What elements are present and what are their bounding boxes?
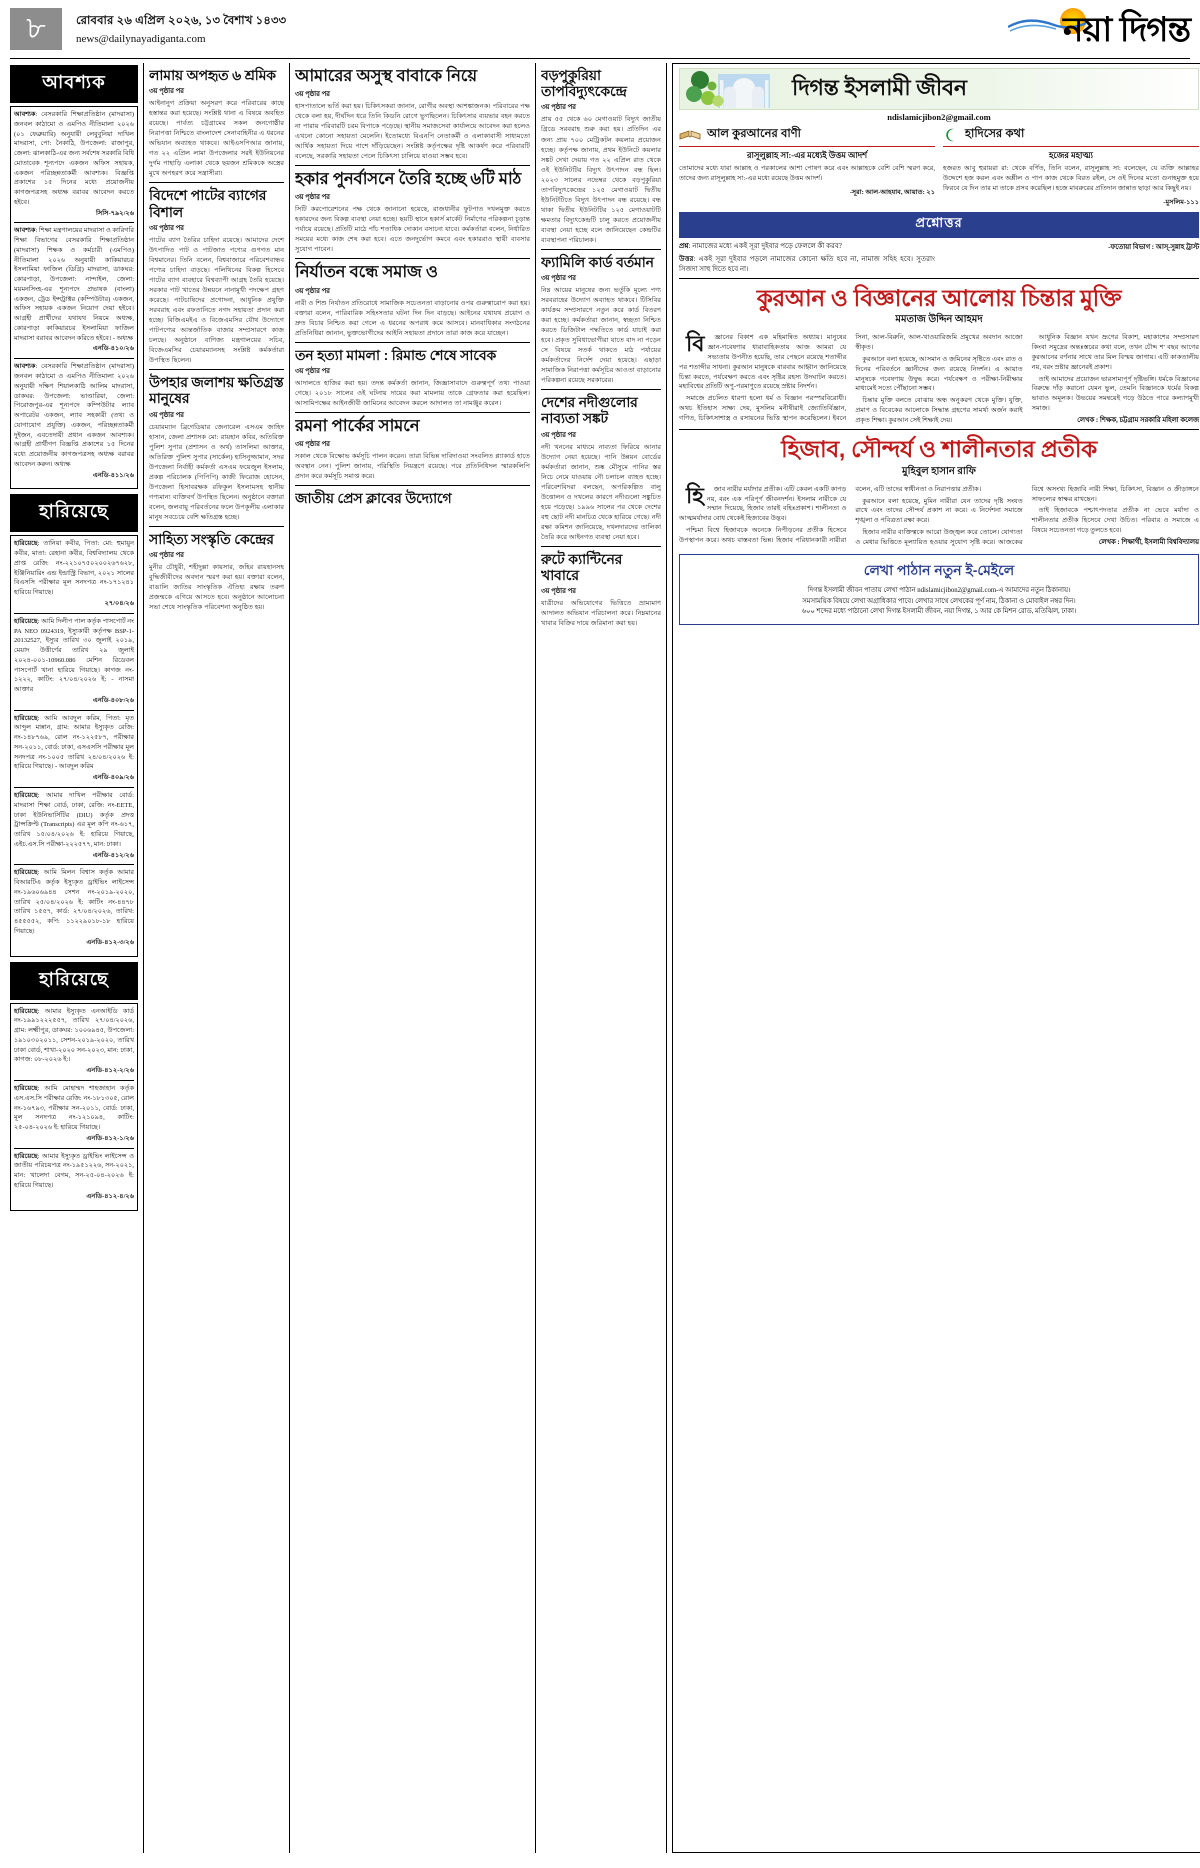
ad-item [14, 714, 134, 783]
feature-2-para: তাই হিজাবকে পশ্চাৎপদতার প্রতীক না ভেবে মর্যাদা ও শালীনতার প্রতীক হিসেবে দেখা উচিত। পরিবার ও সমাজে এ বিষয়ে সচেতনতা গড়ে তুলতে হবে। [1031, 507, 1199, 535]
continuation-note: ৩য় পৃষ্ঠার পর [295, 441, 330, 449]
qa-section-header: প্রশ্নোত্তর [679, 212, 1199, 238]
islamic-section-frame [672, 63, 1200, 1853]
ad-code: এনডি-৪১২-২/২৬ [86, 1067, 134, 1075]
ad-code: এনডি-৪১২-৪/২৬ [86, 1192, 134, 1200]
masthead-meta [76, 8, 286, 45]
mosque-illustration [686, 70, 782, 108]
feature-2-author: মুহিবুল হাসান রাফি [902, 465, 976, 477]
article-headline: বিদেশে পাটের ব্যাগের বিশাল [149, 187, 267, 220]
quran-hadith-row [679, 125, 1199, 208]
article-body: প্রায় ৫৫ থেকে ৬০ মেগাওয়াট বিদ্যুৎ জাতীয় গ্রিডে সরবরাহ শুরু করা হয়। প্রতিদিন এর জন্য প্রায় ৭০০ মেট্রিকটন কয়লার প্রয়োজন হচ্ছে। কর্তৃপক্ষ জানায়, প্রথম ইউনিটে কয়লার সঙ্কট দেখা দেয়ায় গত ২২ এপ্রিল রাত থেকে ওই ইউনিটটির বিদ্যুৎ উৎপাদন বন্ধ ছিল। ২০২৩ সালের নভেম্বর থেকে বড়পুকুরিয়া তাপবিদ্যুৎকেন্দ্রের ১২৫ মেগাওয়াট দ্বিতীয় ইউনিটটিতে বিদ্যুৎ উৎপাদন বন্ধ রয়েছে। বন্ধ থাকা দ্বিতীয় ইউনিটটির ১২৫ মেগাওয়াটটি ক্ষমতার বিদ্যুৎকেন্দ্রটি চালু করতে প্রয়োজনীয় ব্যবস্থা নেয়া হচ্ছে বলে জানিয়েছেন কেন্দ্রটির ব্যবস্থাপনা পরিচালক। [541, 116, 661, 244]
article-divider [541, 249, 661, 250]
islamic-section-email: ndislamicjibon2@gmail.com [887, 112, 991, 122]
article-body: নারী ও শিশু নির্যাতন প্রতিরোধে সামাজিক সচেতনতা বাড়ানোর ওপর গুরুত্বারোপ করা হয়। বক্তারা বলেন, পারিবারিক সহিংসতার ঘটনা দিন দিন বাড়ছে। আইনের যথাযথ প্রয়োগ ও দ্রুত বিচার নিশ্চিত করা গেলে এ ধরনের অপরাধ কমে আসবে। মানবাধিকার সংগঠনের প্রতিনিধিরা জানান, ভুক্তভোগীদের আইনি সহায়তা প্রদানে তারা কাজ করে যাচ্ছেন। [295, 299, 530, 337]
article [541, 394, 661, 543]
column-classifieds [10, 63, 138, 1853]
lost-ads-box-2 [10, 1003, 138, 1211]
ad-text: : বেসরকারি শিক্ষাপ্রতিষ্ঠান (মাদরাসা) জনবল কাঠামো ও এমপিও নীতিমালা ২০২৬ অনুযায়ী দক্ষিণ শিয়ালকাঠি আলিম মাদরাসা, ডাকঘর: উপজেলা: ভাণ্ডারিয়া, জেলা: পিরোজপুর-এর শূন্যপদে কম্পিউটার ল্যাব অপারেটর একজন, ল্যাব সহকারী (তথ্য ও যোগাযোগ প্রযুক্তি) একজন, পরিচ্ছন্নতাকর্মী দুইজন, এবতেদায়ী প্রধান একজন আবশ্যক। আগ্রহী প্রার্থীগণ বিজ্ঞপ্তি প্রকাশের ১৫ দিনের মধ্যে প্রয়োজনীয় কাগজপত্রসহ অধ্যক্ষ বরাবর আবেদন করুন। অধ্যক্ষ [14, 363, 134, 468]
continuation-note: ৩য় পৃষ্ঠার পর [541, 104, 576, 112]
article-body: নদী খননের মাধ্যমে নাব্যতা ফিরিয়ে আনার উদ্যোগ নেয়া হয়েছে। পানি উন্নয়ন বোর্ডের কর্মকর্তারা জানান, শুষ্ক মৌসুমে পানির স্তর নিচে নেমে যাওয়ায় নৌ চলাচল ব্যাহত হচ্ছে। পরিবেশবিদরা বলছেন, অপরিকল্পিত বালু উত্তোলন ও দখলের কারণে নদীগুলো সঙ্কুচিত হয়ে পড়েছে। ১৯৯৬ সালের পর থেকে দেশের বহু ছোট নদী মানচিত্র থেকে হারিয়ে গেছে। নদী রক্ষা কমিশন জানিয়েছে, দখলদারদের তালিকা তৈরি করে আইনগত ব্যবস্থা নেয়া হবে। [541, 443, 661, 541]
ad-label: হারিয়েছে [14, 869, 38, 877]
red-divider [679, 146, 935, 147]
red-divider [943, 146, 1199, 147]
ad-item [14, 1007, 134, 1076]
feature-1-title: কুরআন ও বিজ্ঞানের আলোয় চিন্তার মুক্তি [756, 284, 1122, 311]
article-body: হাসপাতালে ভর্তি করা হয়। চিকিৎসকরা জানান, রোগীর অবস্থা আশঙ্কাজনক। পরিবারের পক্ষ থেকে বলা হয়, দীর্ঘদিন ধরে তিনি কিডনি রোগে ভুগছিলেন। চিকিৎসার ব্যয়ভার বহন করতে না পারায় পরিবারটি চরম বিপাকে পড়েছে। স্থানীয় সমাজসেবা কার্যালয়ে আবেদন করা হলেও এখনো কোনো সহায়তা মেলেনি। ইতোমধ্যে বিএনপি নেতাকর্মী ও এলাকাবাসী সাধ্যমতো আর্থিক সহায়তা দিয়ে পাশে দাঁড়িয়েছেন। সংশ্লিষ্ট কর্তৃপক্ষের দৃষ্টি আকর্ষণ করে পরিবারটি বলেছে, সরকারি সহায়তা পেলে চিকিৎসা চালিয়ে যাওয়া সম্ভব হবে। [295, 103, 530, 161]
quran-lead: রাসূলুল্লাহ সা:-এর মধ্যেই উত্তম আদর্শ [746, 151, 868, 160]
qa-question-label: প্রশ্ন [679, 242, 689, 251]
ad-code: এনডি-৪১২/২৬ [92, 851, 134, 859]
column-divider [666, 63, 667, 1853]
feature-article-2 [679, 436, 1199, 548]
ad-code: এনডি-৪১০/২৬ [92, 345, 134, 353]
quran-block [679, 125, 935, 208]
section-header-lost: হারিয়েছে [10, 494, 138, 532]
article [541, 551, 661, 630]
ad-item [14, 362, 134, 480]
ad-item [14, 791, 134, 860]
ad-code: এনডি-৪১২-৩/২৬ [86, 938, 134, 946]
article-body: আইনানুগ প্রক্রিয়া অনুসরণ করে পরিবারের কাছে হস্তান্তর করা হয়েছে। সংশ্লিষ্ট থানা এ বিষয়ে অবহিত রয়েছে। পার্বত্য চট্টগ্রামের সকল জনগোষ্ঠীর নিরাপত্তা নিশ্চিতে বাংলাদেশ সেনাবাহিনীর এ ধরনের অভিযান অব্যাহত থাকবে। আইএসপিআর জানায়, গত ২২ এপ্রিল লামা উপজেলার সরই ইউনিয়নের দুর্গম পাহাড়ি এলাকা থেকে ছয়জন শ্রমিককে অস্ত্রের মুখে অপহরণ করে সন্ত্রাসীরা। [149, 100, 284, 178]
qa-question-block [679, 241, 935, 275]
article [541, 67, 661, 246]
feature-1-para: বিজ্ঞানের বিকাশ এক মহিমান্বিত অধ্যায়। মানুষের জ্ঞান-গবেষণার ধারাবাহিকতায় আজ আমরা যে সভ্যতায় উপনীত হয়েছি, তার পেছনে রয়েছে শতাব্দীর পর শতাব্দীর সাধনা। কুরআন মানুষকে বারবার আহ্বান জানিয়েছে চিন্তা করতে, পর্যবেক্ষণ করতে এবং সৃষ্টির রহস্য উদঘাটন করতে। মহাবিশ্বের প্রতিটি অণু-পরমাণুতে রয়েছে স্রষ্টার নিদর্শন। [679, 330, 847, 391]
quran-subheader [679, 125, 935, 144]
article-body: আদালতে হাজির করা হয়। তদন্ত কর্মকর্তা জানান, জিজ্ঞাসাবাদে গুরুত্বপূর্ণ তথ্য পাওয়া গেছে। ২০১৮ সালের ওই ঘটনায় দায়ের করা মামলায় তাকে গ্রেফতার করা হয়েছিল। আসামিপক্ষের আইনজীবী জামিনের আবেদন করলে আদালত তা নামঞ্জুর করেন। [295, 379, 530, 407]
article-headline: নির্যাতন বন্ধে সমাজ ও [295, 263, 438, 282]
article [149, 67, 284, 179]
submission-footer-title: লেখা পাঠান নতুন ই-মেইলে [863, 562, 1015, 579]
ad-label: হারিয়েছে [14, 540, 38, 548]
crescent-moon-icon [943, 128, 959, 142]
feature-2-para: হিজাব নারীর ব্যক্তিত্বকে আরো উজ্জ্বল করে তোলে। যোগ্যতা ও মেধার ভিত্তিতে মূল্যায়িত হওয়ার সুযোগ সৃষ্টি করে। আজকের বিশ্বে অসংখ্য হিজাবি নারী শিক্ষা, চিকিৎসা, বিজ্ঞান ও ক্রীড়াঙ্গনে সাফল্যের স্বাক্ষর রাখছেন। [855, 485, 1199, 547]
masthead-divider [10, 58, 1190, 59]
article [295, 263, 530, 338]
ad-item [14, 617, 134, 706]
islamic-section-title: দিগন্ত ইসলামী জীবন [792, 74, 967, 100]
article [295, 417, 530, 482]
qa-answer-label: উত্তর [679, 254, 694, 263]
ad-code: ২৭/০৪/২৬ [104, 599, 134, 607]
logo-text: নয়া দিগন্ত [1063, 11, 1190, 49]
feature-article-1 [679, 285, 1199, 427]
article [295, 170, 530, 255]
article-divider [149, 369, 284, 370]
ad-label: হারিয়েছে [14, 1152, 38, 1160]
submission-footer-line: দিগন্ত ইসলামী জীবন পাতায় লেখা পাঠান ndislamicjibon2@gmail.com-এ আমাদের নতুন ঠিকানায়। [807, 587, 1071, 595]
continuation-note: ৩য় পৃষ্ঠার পর [295, 194, 330, 202]
article-headline: জাতীয় প্রেস ক্লাবের উদ্যোগে [295, 490, 452, 507]
article-divider [541, 389, 661, 390]
continuation-note: ৩য় পৃষ্ঠার পর [541, 431, 576, 439]
ad-item [14, 226, 134, 354]
ad-divider [14, 1148, 134, 1149]
ad-item [14, 1152, 134, 1202]
article-divider [295, 258, 530, 259]
article-body: যাত্রীদের অভিযোগের ভিত্তিতে ভ্রাম্যমাণ আদালত অভিযান পরিচালনা করে। নিম্নমানের খাবার বিক্রির দায়ে জরিমানা করা হয়। [541, 600, 661, 628]
newspaper-logo [1063, 8, 1190, 52]
article-headline: রুটে ক্যান্টিনের খাবারে [541, 550, 623, 583]
continuation-note: ৩য় পৃষ্ঠার পর [149, 88, 184, 96]
article-headline: বড়পুকুরিয়া তাপবিদ্যুৎকেন্দ্রে [541, 67, 627, 100]
hadith-subheader [943, 125, 1199, 144]
ad-text: : আমি দিলীপ পাল কর্তৃক পাসপোর্ট নং PA NEO 0924319, ইস্যুকারী কর্তৃপক্ষ BSP-1-20132527, ইস্যুর তারিখ ৩০ জুলাই ২০১৯, মেয়াদ উত্তীর্ণের তারিখ ২৯ জুলাই ২০২৪-০০১-10960.086 মেশিন রিডেবল পাসপোর্ট খানা হারিয়ে গিয়াছে। কাগজ নং- ১২২২, কাটিং: ২৭/০৪/২০২৬ ই: - নাসমা আক্তার [14, 617, 134, 694]
column-news-2 [149, 63, 284, 1853]
ad-divider [14, 222, 134, 223]
submission-footer-line: সমসাময়িক বিষয়ে লেখা অগ্রাধিকার পাবে। লেখার সাথে লেখকের পূর্ণ নাম, ঠিকানা ও মোবাইল নম্বর দিন। [802, 597, 1076, 605]
continuation-note: ৩য় পৃষ্ঠার পর [295, 91, 330, 99]
hadith-lead: হজের মহাত্ম্য [1049, 151, 1093, 160]
section-header-lost-2: হারিয়েছে [10, 962, 138, 1000]
open-book-icon [679, 128, 701, 142]
ad-item [14, 110, 134, 218]
feature-1-author: মমতাজ উদ্দিন আহমদ [895, 313, 983, 325]
ad-text: : আমি মোহাম্মদ শাহজাহান কর্তৃক এস.এস.সি পরীক্ষার রেজি: নং-১৮১৩০৫, রোল নং-১৬৭৯৩, পরীক্ষার সন-২০১১, বোর্ড: ঢাকা, মূল সনদপত্র নং-১২১০৯৪, কাটিং: ২৫-০৪-২০২৬ ই: হারিয়ে গিয়াছে। [14, 1085, 134, 1132]
article-headline: তন হত্যা মামলা : রিমান্ড শেষে সাবেক [295, 346, 497, 363]
feature-2-title: হিজাব, সৌন্দর্য ও শালীনতার প্রতীক [781, 436, 1097, 463]
article [295, 490, 530, 506]
quran-subheader-label: আল কুরআনের বাণী [707, 128, 801, 140]
lost-ads-box [10, 535, 138, 956]
feature-1-para: আধুনিক বিজ্ঞান যখন ভ্রূণের বিকাশ, মহাকাশের সম্প্রসারণ কিংবা সমুদ্রের অন্তঃস্তরের কথা বলে, তখন চৌদ্দ শ' বছর আগের কুরআনের বর্ণনার সাথে তার মিল বিস্ময় জাগায়। এটি কাকতালীয় নয়, বরং স্রষ্টার জ্ঞানেরই প্রকাশ। [1031, 333, 1199, 371]
ad-code: এনডি-৪১১/২৬ [92, 471, 134, 479]
submission-footer-box [679, 554, 1199, 625]
continuation-note: ৩য় পৃষ্ঠার পর [149, 551, 184, 559]
qa-row [679, 241, 1199, 275]
article [149, 187, 284, 366]
feature-1-para: সমাজে প্রচলিত ধারণা হলো ধর্ম ও বিজ্ঞান পরস্পরবিরোধী। অথচ ইতিহাস সাক্ষ্য দেয়, মুসলিম মনীষীরাই জ্যোতির্বিজ্ঞান, গণিত, চিকিৎসাশাস্ত্র ও রসায়নের ভিত্তি স্থাপন করেছিলেন। ইবনে সিনা, আল-বিরুনি, আল-খাওয়ারিজমি প্রমুখের অবদান আজো স্বীকৃত। [679, 333, 1023, 423]
hadith-block [943, 125, 1199, 208]
article-body: মুনীর চৌধুরী, শহীদুল্লা কায়সার, জহির রায়হানসহ বুদ্ধিজীবীদের অবদান স্মরণ করা হয়। বক্তারা বলেন, বাঙালি জাতির সাংস্কৃতিক ঐতিহ্য রক্ষায় তরুণ প্রজন্মকে এগিয়ে আসতে হবে। অনুষ্ঠানে আলোচনা সভা শেষে সাংস্কৃতিক পরিবেশনা অনুষ্ঠিত হয়। [149, 563, 284, 611]
qa-answer-text: : একই সূরা দুইবার পড়লে নামাজের কোনো ক্ষতি হবে না, নামাজ সহিহ হবে। সুতরাং সিজদা সাহু দিতে হবে না। [679, 254, 935, 274]
ad-divider [14, 1080, 134, 1081]
continuation-note: ৩য় পৃষ্ঠার পর [541, 274, 576, 282]
ad-label: আবশ্যক [14, 363, 36, 371]
continuation-note: ৩য় পৃষ্ঠার পর [295, 287, 330, 295]
ad-item [14, 868, 134, 947]
hadith-source: -মুসলিম-১১১ [1163, 199, 1199, 207]
feature-2-para: হিজাব নারীর মর্যাদার প্রতীক। এটি কেবল একটি কাপড় নয়, বরং এক পরিপূর্ণ জীবনদর্শন। ইসলাম নারীকে যে সম্মান দিয়েছে, হিজাব তারই বহিঃপ্রকাশ। শালীনতা ও আত্মমর্যাদার বোধ থেকেই হিজাবের উদ্ভব। [679, 482, 847, 523]
ad-label: হারিয়েছে [14, 617, 38, 625]
ad-code: এনডি-৪০৮/২৬ [92, 696, 134, 704]
feature-1-body [679, 330, 1199, 426]
submission-footer-line: ৬০০ শব্দের মধ্যে পাঠানো লেখা দিগন্ত ইসলামী জীবন, নয়া দিগন্ত, ১ আর কে মিশন রোড, মতিঝিল, ঢাকা। [801, 608, 1077, 616]
article-divider [295, 485, 530, 486]
ad-text: : তানিয়া কবীর, পিতা: মো: হুমায়ুন কবীর, মাতা: রেহানা কবীর, বিশ্ববিদ্যালয় থেকে প্রাপ্ত রেজি: নং-২২১০৭৫০২০০২৬৭৬২৮, ইঞ্জিনিয়ারিং এন্ড ইন্ডাস্ট্রি বিভাগ, ২০২১ সালের বিএসসি পরীক্ষার মূল সনদপত্র নং-১৭১২৪১ হারিয়ে গিয়াছে। [14, 540, 134, 597]
article-divider [149, 182, 284, 183]
ad-divider [14, 864, 134, 865]
ad-code: সিসি-৭৯২/২৬ [96, 209, 134, 217]
article-body: নিম্ন আয়ের মানুষের জন্য ভর্তুকি মূল্যে পণ্য সরবরাহের উদ্যোগ অব্যাহত থাকবে। টিসিবির কার্যক্রম সম্প্রসারণে নতুন করে কার্ড বিতরণ করা হচ্ছে। কর্মকর্তারা জানান, স্বচ্ছতা নিশ্চিত করতে ডিজিটাল পদ্ধতিতে কার্ড যাচাই করা হবে। প্রকৃত সুবিধাভোগীরা যাতে বাদ না পড়েন সে বিষয়ে সতর্ক থাকতে মাঠ পর্যায়ের কর্মকর্তাদের নির্দেশ দেয়া হয়েছে। এছাড়া সামাজিক নিরাপত্তা কর্মসূচির আওতা বাড়ানোর পরিকল্পনা রয়েছে সরকারের। [541, 286, 661, 385]
article [295, 347, 530, 409]
newsroom-email: news@dailynayadiganta.com [76, 33, 206, 45]
feature-1-para: কুরআনে বলা হয়েছে, আসমান ও জমিনের সৃষ্টিতে এবং রাত ও দিনের পরিবর্তনে জ্ঞানীদের জন্য রয়েছে নিদর্শন। এ আয়াত মানুষকে গবেষণায় উদ্বুদ্ধ করে। পর্যবেক্ষণ ও পরীক্ষা-নিরীক্ষার মাধ্যমেই সত্যে পৌঁছানো সম্ভব। [855, 355, 1023, 393]
ad-text: : আমার ইস্যুকৃত এনআইডি কার্ড নং-১৯৯১২২২৫৫৭, তারিখ ২৭/০৪/২০২৬, গ্রাম: লক্ষ্মীপুর, ডাকঘর: ১০০৬৯৪৫, উপজেলা: ১৯১০৩০২০১১, সেশন-২০১৯-২০২০, তারিখ ঢাকা বোর্ড, শাখা-২০২০ সন-২০২৩, মান: ঢাকা, কাগজ: ০৮-২০২৬ ই:। [14, 1007, 134, 1064]
required-ads-box [10, 106, 138, 489]
ad-label: আবশ্যক [14, 111, 36, 118]
ad-item [14, 1084, 134, 1144]
continuation-note: ৩য় পৃষ্ঠার পর [149, 411, 184, 419]
qa-source-block [943, 241, 1199, 275]
continuation-note: ৩য় পৃষ্ঠার পর [295, 367, 330, 375]
column-divider [535, 63, 536, 1853]
feature-2-signature: লেখক : শিক্ষার্থী, ইসলামী বিশ্ববিদ্যালয় [1098, 539, 1199, 547]
article-headline: ফ্যামিলি কার্ড বর্তমান [541, 253, 654, 270]
article-headline: দেশের নদীগুলোর নাব্যতা সঙ্কট [541, 394, 638, 427]
ad-divider [14, 613, 134, 614]
ad-text: : আমার ইস্যুকৃত ড্রাইভিং লাইসেন্স ও জাতীয় পরিচয়পত্র নং-১৯৫১২২৬, সন-২০২১, মান: খালেদা বেগম, সন-২৫-০৪-২০২৬ ই: হারিয়ে গিয়াছে। [14, 1152, 134, 1189]
article [149, 374, 284, 523]
column-divider [143, 63, 144, 1853]
ad-text: : আমার দাখিল পরীক্ষার বোর্ড: মাদরাসা শিক্ষা বোর্ড, ঢাকা, রেজি: নং-EETE, ঢাকা ইউনিভার্সিটির (DIU) কর্তৃক প্রদত্ত ট্রান্সক্রিপ্ট (Transcripts) এর মূল কপি নং-৬১৭, তারিখ ১৫/০৪/২০২৬ ই: হারিয়ে গিয়াছে, এইচ.এস.সি পরীক্ষা-২২২৫৭৭, মান: ঢাকা। [14, 792, 134, 848]
qa-source: -ফতোয়া বিভাগ : আস্-সুন্নাহ ট্রাস্ট [1108, 244, 1199, 252]
ad-text: : আমি আবদুল করিম, পিতা: মৃত আব্দুল মান্নান, গ্রাম: আমার ইস্যুকৃত রেজি: নং-১৪৮৭৬৯, রোল নং-১২২৫৮৭, পরীক্ষার সন-২০১১, বোর্ড: ঢাকা, এসএসসি পরীক্ষার মূল সনদপত্র নং-১০০৫ তারিখ ২৪/০৪/২০২৬ ই: হারিয়ে গিয়াছে। - আবদুল করিম [14, 714, 134, 771]
ad-divider [14, 787, 134, 788]
islamic-section [672, 63, 1200, 1853]
article [149, 531, 284, 613]
hadith-body: হজরত আবু হুরায়রা রা: থেকে বর্ণিত, তিনি বলেন, রাসূলুল্লাহ সা: বলেছেন, যে ব্যক্তি আল্লাহর উদ্দেশে হজ করল এবং অশ্লীল ও পাপ কাজ থেকে বিরত রইল, সে ওই দিনের মতো গুনাহমুক্ত হয়ে ফিরবে যে দিন তার মা তাকে প্রসব করেছিল। হজে মাবরুরের প্রতিদান জান্নাত ছাড়া আর কিছুই নয়। [943, 165, 1199, 193]
ad-text: : আমি মিলন বিশ্বাস কর্তৃক আমার বিআরটিএ কর্তৃক ইস্যুকৃত ড্রাইভিং লাইসেন্স নং-১৯৬০৬৯৪৪ সেশন নং-২০১৯-২০২০, তারিখ ২৫/০৪/২০২৬ ই: কাটিং নং-৪৪৭৮ তারিখ ১৫৫৭, কার্ড: ২৭/০৪/২০২৬, তারিখ: ৪৫৫৫৫২, কপি: ১১২২৯০১৮-১৮ হারিয়ে গিয়াছে। [14, 869, 134, 935]
ad-label: হারিয়েছে [14, 792, 38, 800]
article-headline: হকার পুনর্বাসনে তৈরি হচ্ছে ৬টি মাঠ [295, 170, 522, 189]
column-divider [289, 63, 290, 1853]
section-divider [679, 278, 1199, 279]
article [541, 254, 661, 386]
article-divider [149, 526, 284, 527]
article-headline: আমারের অসুস্থ বাবাকে নিয়ে [295, 67, 477, 85]
qa-question-text: : নামাজের মধ্যে একই সূরা দুইবার পড়ে ফেললে কী করব? [688, 242, 842, 251]
masthead [10, 8, 1190, 56]
ad-label: হারিয়েছে [14, 1007, 38, 1015]
feature-2-para: পশ্চিমা বিশ্বে হিজাবকে অনেকে নিপীড়নের প্রতীক হিসেবে উপস্থাপন করে। অথচ বাস্তবতা ভিন্ন। হিজাব পরিধানকারী নারীরা বলেন, এটি তাদের স্বাধীনতা ও নিরাপত্তার প্রতীক। [679, 485, 982, 545]
ad-item [14, 539, 134, 608]
section-header-required: আবশ্যক [10, 65, 138, 103]
hadith-subheader-label: হাদিসের কথা [965, 128, 1025, 140]
article-divider [541, 546, 661, 547]
article [295, 67, 530, 162]
feature-2-body [679, 482, 1199, 549]
article-divider [295, 165, 530, 166]
column-news-3 [295, 63, 530, 1853]
article-body: পাটের ব্যাগ তৈরির চাহিদা রয়েছে। আমাদের দেশে উৎপাদিত পাট ও পাটজাত পণ্যের গুণগত মান বিশ্বমানের। তিনি বলেন, বিশ্ববাজারে পরিবেশবান্ধব পণ্যের চাহিদা বাড়ছে। পলিথিনের বিকল্প হিসেবে পাটের ব্যাগ ব্যবহারে বিশ্বব্যাপী আগ্রহ তৈরি হয়েছে। সরকার পাট খাতের উন্নয়নে নানামুখী পদক্ষেপ গ্রহণ করেছে। পাটচাষিদের প্রণোদনা, আধুনিক প্রযুক্তি সরবরাহ এবং রফতানিতে নগদ সহায়তা প্রদান করা হচ্ছে। বিজিএমইএ ও বিজেএমসির যৌথ উদ্যোগে পাটপণ্যের আন্তর্জাতিক বাজার সম্প্রসারণে কাজ চলছে। অনুষ্ঠানে বাণিজ্য মন্ত্রণালয়ের সচিব, বিজেএমসির চেয়ারম্যানসহ সংশ্লিষ্ট কর্মকর্তারা উপস্থিত ছিলেন। [149, 236, 284, 365]
feature-2-columns [679, 482, 1199, 549]
article-headline: রমনা পার্কের সামনে [295, 416, 420, 435]
feature-1-signature: লেখক : শিক্ষক, চট্টগ্রাম সরকারি মহিলা কলেজ [1077, 417, 1199, 425]
page-number: ৮ [10, 8, 62, 50]
ad-label: হারিয়েছে [14, 714, 38, 722]
article-body: চেয়ারম্যান ব্রিগেডিয়ার জেনারেল এসএম জাহিদ হাসান, জেলা প্রশাসক মো: রায়হান কবির, অতিরিক্ত পুলিশ সুপার (প্রশাসন ও অর্থ) তাসলিমা আক্তার, অতিরিক্ত পুলিশ সুপার (সার্কেল) হাসিনুজ্জামান, সদর উপজেলা নির্বাহী কর্মকর্তা এসএম ফয়েজুল ইসলাম, প্রকল্প পরিচালক (পিপিপি) কাজী ফিরোজ হোসেন, উপজেলা হিসাবরক্ষক রফিকুল ইসলামসহ স্থানীয় গণ্যমান্য ব্যক্তিবর্গ উপস্থিত ছিলেন। অনুষ্ঠানে বক্তারা বলেন, জলবায়ু পরিবর্তনের ফলে উপকূলীয় এলাকার মানুষ সবচেয়ে বেশি ক্ষতিগ্রস্ত হচ্ছে। [149, 423, 284, 521]
article-divider [295, 412, 530, 413]
column-news-4 [541, 63, 661, 1853]
article-body: সিটি করপোরেশনের পক্ষ থেকে জানানো হয়েছে, রাজধানীর ফুটপাত দখলমুক্ত করতে হকারদের জন্য বিকল্প ব্যবস্থা নেয়া হচ্ছে। ছয়টি স্থানে হকার্স মার্কেট নির্মাণের পরিকল্পনা চূড়ান্ত পর্যায়ে রয়েছে। প্রতিটি মাঠে পাঁচ শতাধিক দোকান বসানো যাবে। কর্মকর্তারা বলেন, নির্ধারিত সময়ের মধ্যে কাজ শেষ করা হবে। এতে জনদুর্ভোগ কমবে এবং হকাররাও স্থায়ী ব্যবসার সুযোগ পাবেন। [295, 206, 530, 254]
feature-1-para: চিন্তার মুক্তি বলতে বোঝায় অন্ধ অনুকরণ থেকে মুক্তি। যুক্তি, প্রমাণ ও বিবেকের আলোকে সিদ্ধান্ত গ্রহণের সামর্থ্য অর্জন করাই প্রকৃত শিক্ষা। কুরআন সেই শিক্ষাই দেয়। [855, 397, 1023, 425]
article-divider [295, 342, 530, 343]
feature-1-columns [679, 330, 1199, 426]
continuation-note: ৩য় পৃষ্ঠার পর [541, 588, 576, 596]
ad-divider [14, 710, 134, 711]
feature-1-para: তাই আমাদের প্রয়োজন ভারসাম্যপূর্ণ দৃষ্টিভঙ্গি। ধর্মকে বিজ্ঞানের বিরুদ্ধে দাঁড় করানো যেমন ভুল, তেমনি বিজ্ঞানকে ধর্মের বিকল্প ভাবাও অমূলক। উভয়ের সমন্বয়েই গড়ে উঠতে পারে কল্যাণমুখী সমাজ। [1031, 375, 1199, 413]
article-body: সকাল থেকে বিক্ষোভ কর্মসূচি পালন করেন। তারা বিভিন্ন দাবিদাওয়া সংবলিত প্ল্যাকার্ড হাতে অবস্থান নেন। পুলিশ জানায়, পরিস্থিতি নিয়ন্ত্রণে রয়েছে। পরে প্রতিনিধিদল স্মারকলিপি প্রদান করে কর্মসূচি সমাপ্ত করে। [295, 453, 530, 481]
ad-text: : শিক্ষা মন্ত্রণালয়ের মাদরাসা ও কারিগরি শিক্ষা বিভাগের বেসরকারি শিক্ষাপ্রতিষ্ঠান (মাদরাসা) শিক্ষক ও কর্মচারী (এমপিও) নীতিমালা ২০২৬ অনুযায়ী কাকিয়ারচর ইসলামিয়া ফাজিল (ডিগ্রি) মাদরাসা, ডাকঘর: কোরপাড়া, উপজেলা: নান্দাইল, জেলা: ময়মনসিংহ-এর শূন্যপদে প্রভাষক (বাংলা) একজন, ট্রেড ইন্সট্রাক্টর (কম্পিউটার) একজন, অফিস সহায়ক একজন নিয়োগ দেয়া হইবে। আগ্রহী প্রার্থীদের যথাযথ নিয়মে অধ্যক্ষ, কোরপাড়া কাকিয়ারচর ইসলামিয়া ফাজিল মাদরাসা বরাবর আবেদন করিতে হইবে। - অধ্যক্ষ [14, 227, 134, 342]
article-headline: সাহিত্য সংস্কৃতি কেন্দ্রের [149, 530, 274, 547]
feature-2-para: কুরআনে বলা হয়েছে, মুমিন নারীরা যেন তাদের দৃষ্টি সংযত রাখে এবং তাদের সৌন্দর্য প্রকাশ না করে। এ নির্দেশনা সমাজে শৃঙ্খলা ও পবিত্রতা রক্ষা করে। [855, 497, 1023, 525]
publication-date: রোববার ২৬ এপ্রিল ২০২৬, ১৩ বৈশাখ ১৪৩৩ [76, 15, 287, 27]
ad-code: এনডি-৪১২-১/২৬ [86, 1134, 134, 1142]
ad-code: এনডি-৪০৯/২৬ [92, 774, 134, 782]
continuation-note: ৩য় পৃষ্ঠার পর [149, 224, 184, 232]
ad-label: আবশ্যক [14, 227, 36, 235]
page-body [10, 63, 1199, 1853]
article-headline: উপহার জলাশয় ক্ষতিগ্রস্ত মানুষের [149, 374, 284, 407]
ad-label: হারিয়েছে [14, 1085, 38, 1093]
ad-divider [14, 358, 134, 359]
islamic-banner [679, 68, 1199, 110]
article-headline: লামায় অপহৃত ৬ শ্রমিক [149, 67, 276, 83]
ad-text: : বেসরকারি শিক্ষাপ্রতিষ্ঠান (মাদরাসা) জনবল কাঠামো ও এমপিও নীতিমালা ২০২৬ (০১ ফেব্রুয়ারি) অনুযায়ী লেবুবুনিয়া দাখিল মাদরাসা, পো: নৈকাঠি, উপজেলা: রাজাপুর, জেলা: ঝালকাঠি-এর জন্য সর্বশেষ সরকারি বিধি মোতাবেক শূন্যপদে একজন অফিস সহায়ক, একজন পরিচ্ছন্নতাকর্মী আবশ্যক। বিজ্ঞপ্তি প্রকাশের ১৫ দিনের মধ্যে প্রয়োজনীয় কাগজপত্রসহ অধ্যক্ষ বরাবর আবেদন করতে হইবে। [14, 111, 134, 206]
quran-source: -সূরা: আল-আহযাব, আয়াত: ২১ [849, 189, 935, 197]
section-divider [679, 429, 1199, 430]
quran-body: তোমাদের মধ্যে যারা আল্লাহ ও পরকালের আশা পোষণ করে এবং আল্লাহকে বেশি বেশি স্মরণ করে, তাদের জন্য রাসূলুল্লাহ সা:-এর মধ্যে রয়েছে উত্তম আদর্শ। [679, 165, 935, 183]
